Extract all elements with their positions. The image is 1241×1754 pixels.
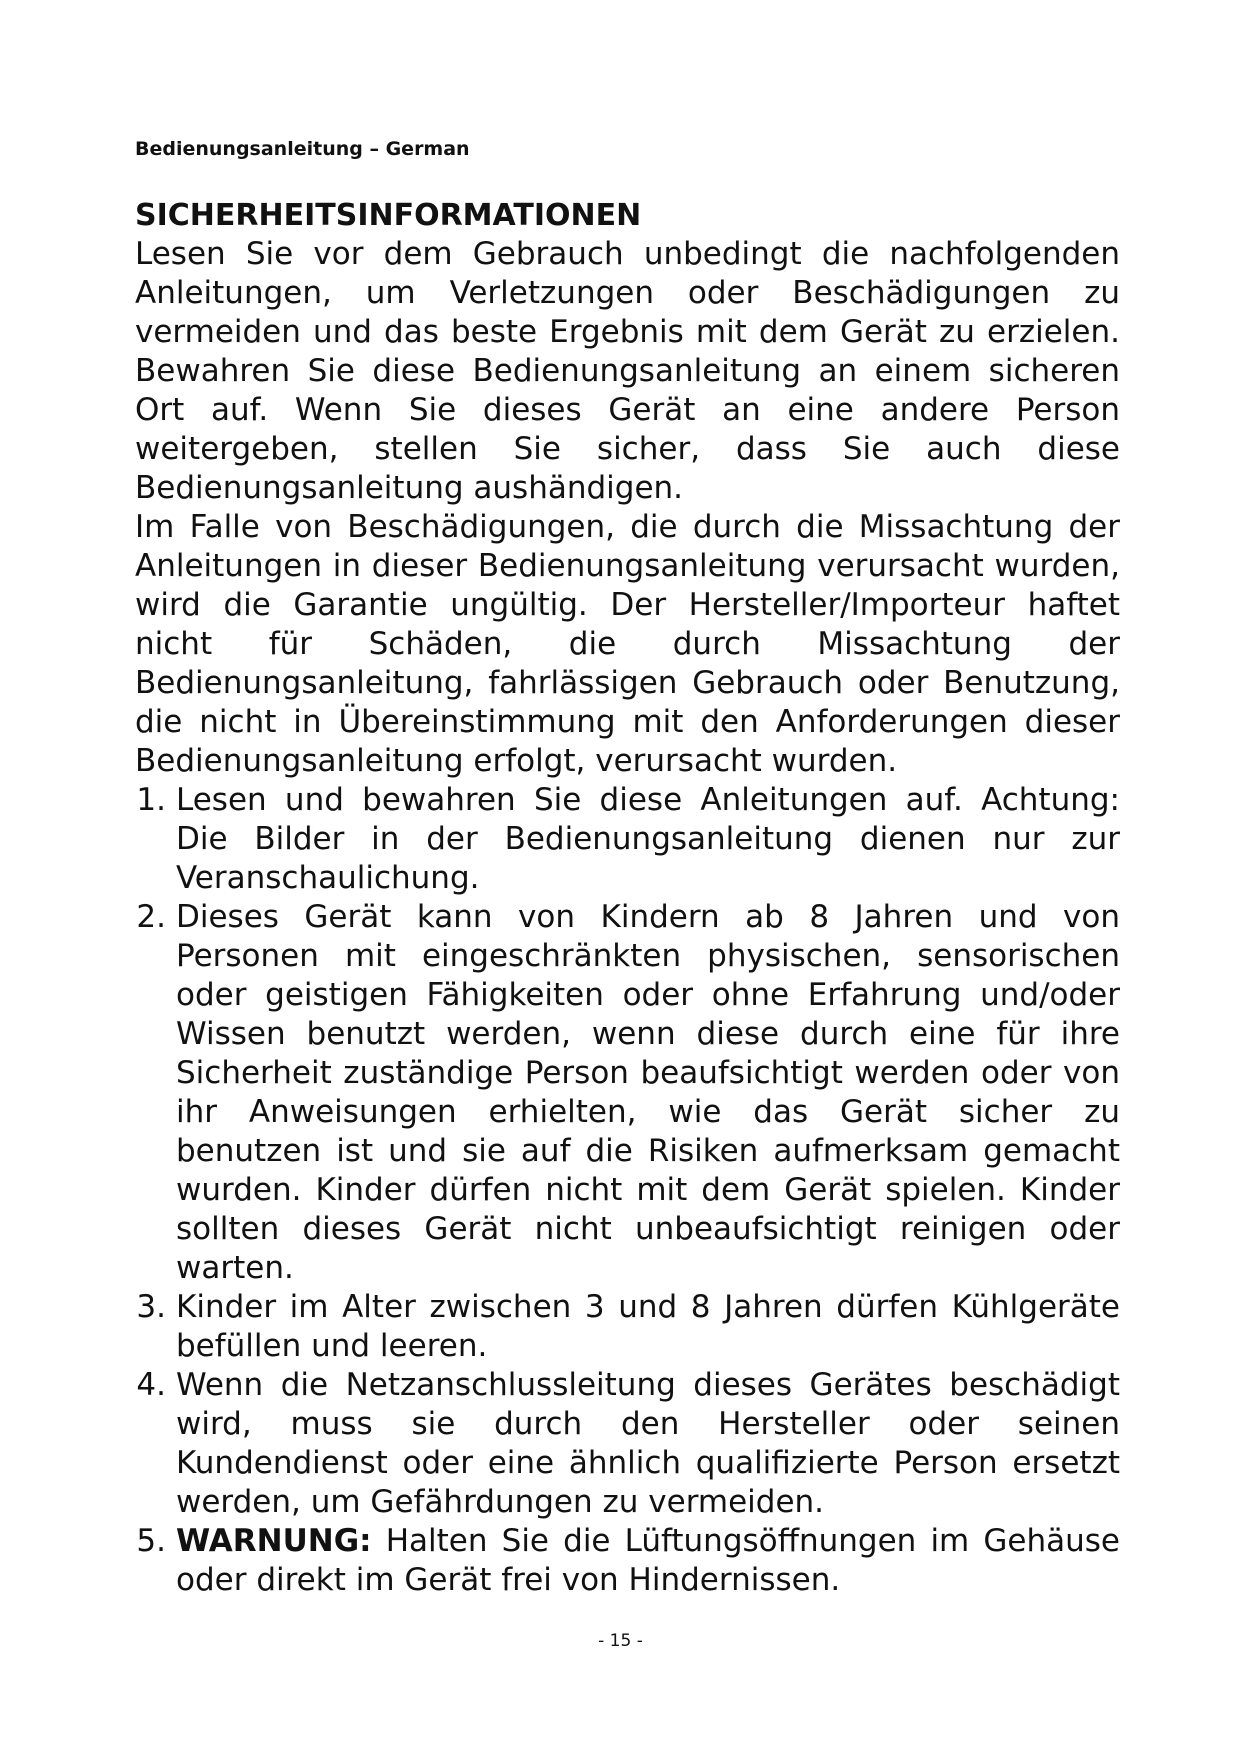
list-item-text: Lesen und bewahren Sie diese Anleitungen auf. Achtung: Die Bilder in der Bedienungsanleitung dienen nur zur Veranschaulichung. [176, 782, 1120, 896]
list-item-number: 4. [136, 1367, 166, 1403]
list-item-number: 2. [136, 899, 166, 935]
liability-paragraph: Im Falle von Beschädigungen, die durch die Missachtung der Anleitungen in dieser Bedienungsanleitung verursacht wurden, wird die Garantie ungültig. Der Hersteller/Importeur haftet nicht für Schäden, die durch Missachtung der Bedienungsanleitung, fahrlässigen Gebrauch oder Benutzung, die nicht in Übereinstimmung mit den Anforderungen dieser Bedienungsanleitung erfolgt, verursacht wurden. [135, 509, 1120, 779]
intro-paragraph: Lesen Sie vor dem Gebrauch unbedingt die nachfolgenden Anleitungen, um Verletzungen oder Beschädigungen zu vermeiden und das beste Ergebnis mit dem Gerät zu erzielen. Bewahren Sie diese Bedienungsanleitung an einem sicheren Ort auf. Wenn Sie dieses Gerät an eine andere Person weitergeben, stellen Sie sicher, dass Sie auch diese Bedienungsanleitung aushändigen. [135, 236, 1120, 506]
safety-list [135, 781, 1120, 1600]
list-item-number: 5. [136, 1523, 166, 1559]
list-item-number: 1. [136, 782, 166, 818]
list-item [135, 781, 1120, 898]
list-item-text: Wenn die Netzanschlussleitung dieses Gerätes beschädigt wird, muss sie durch den Hersteller oder seinen Kundendienst oder eine ähnlich qualifizierte Person ersetzt werden, um Gefährdungen zu vermeiden. [176, 1367, 1120, 1520]
list-item-text: Dieses Gerät kann von Kindern ab 8 Jahren und von Personen mit eingeschränkten physischen, sensorischen oder geistigen Fähigkeiten oder ohne Erfahrung und/oder Wissen benutzt werden, wenn diese durch eine für ihre Sicherheit zuständige Person beaufsichtigt werden oder von ihr Anweisungen erhielten, wie das Gerät sicher zu benutzen ist und sie auf die Risiken aufmerksam gemacht wurden. Kinder dürfen nicht mit dem Gerät spielen. Kinder sollten dieses Gerät nicht unbeaufsichtigt reinigen oder warten. [176, 899, 1120, 1286]
list-item [135, 898, 1120, 1288]
document-body [135, 196, 1120, 1600]
list-item-text: Halten Sie die Lüftungsöffnungen im Gehäuse oder direkt im Gerät frei von Hindernissen. [176, 1523, 1120, 1598]
list-item-number: 3. [136, 1289, 166, 1325]
list-item [135, 1522, 1120, 1600]
list-item [135, 1366, 1120, 1522]
section-title: SICHERHEITSINFORMATIONEN [135, 198, 642, 233]
list-item-text: Kinder im Alter zwischen 3 und 8 Jahren dürfen Kühlgeräte befüllen und leeren. [176, 1289, 1120, 1364]
document-header: Bedienungsanleitung – German [135, 138, 470, 160]
warning-label: WARNUNG: [176, 1523, 372, 1559]
list-item [135, 1288, 1120, 1366]
page-number: - 15 - [598, 1631, 643, 1651]
